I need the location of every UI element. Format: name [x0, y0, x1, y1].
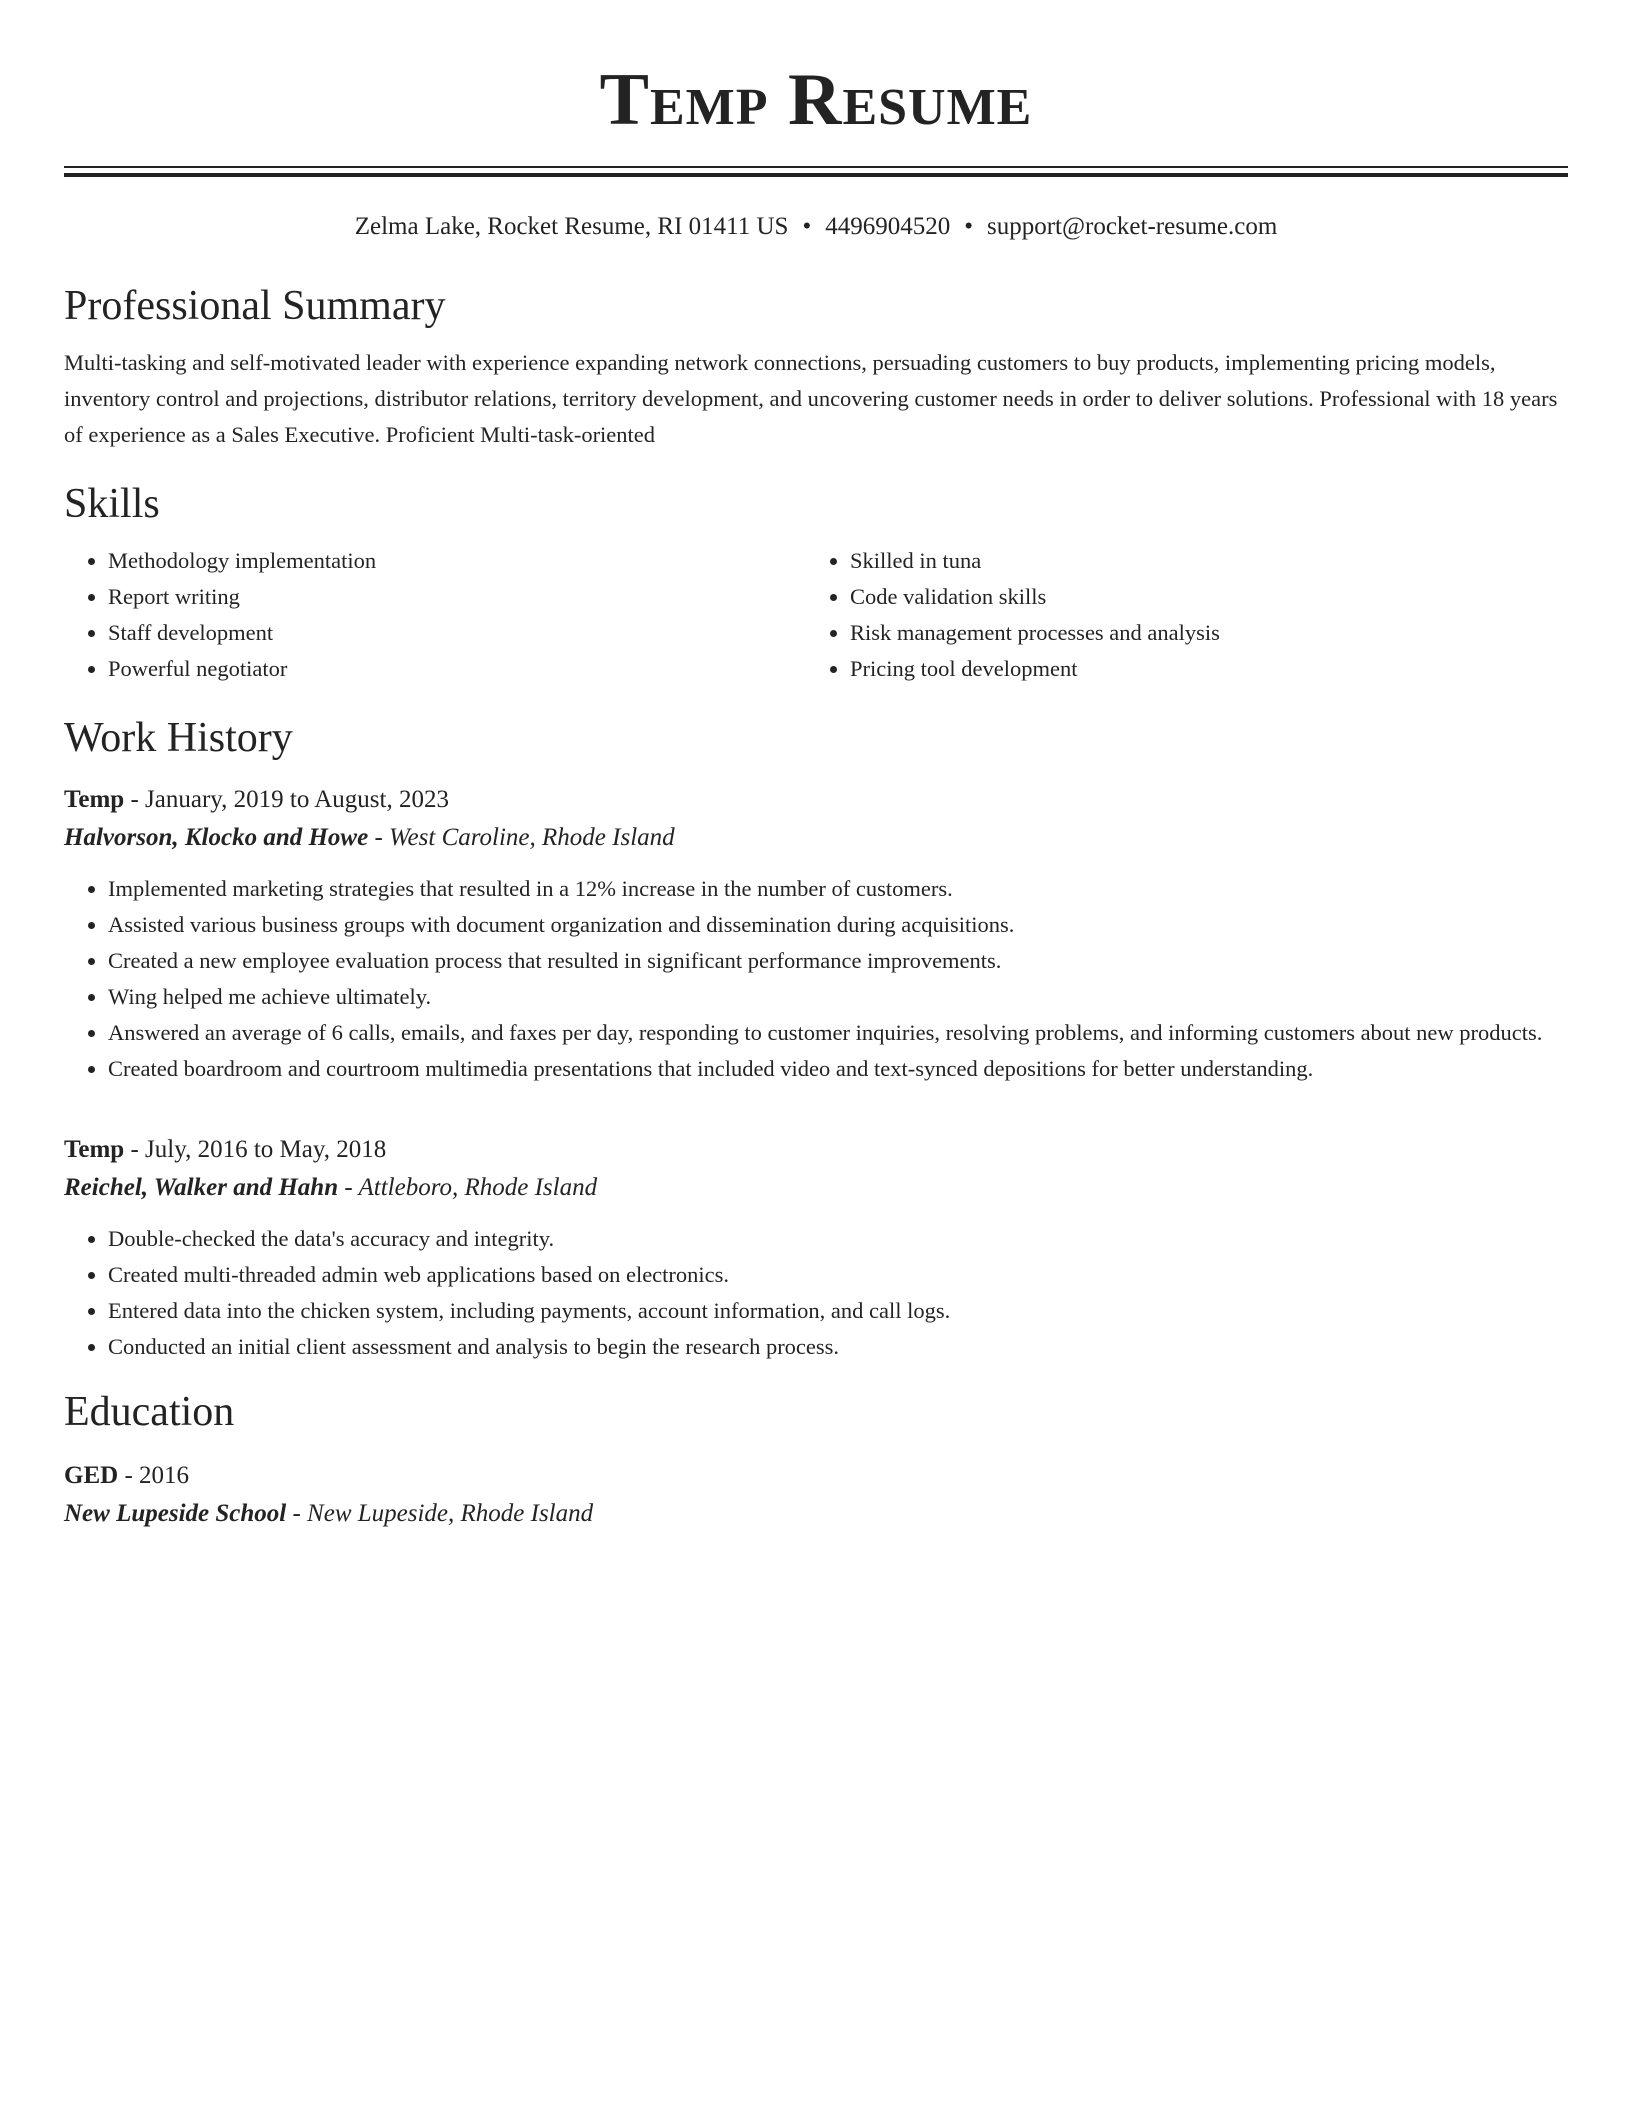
job-bullet: • Created boardroom and courtroom multimedia presentations that included video and text-synced depositions for better understanding.	[108, 1051, 1568, 1087]
skill-item: • Code validation skills	[850, 579, 1548, 615]
degree-name: GED	[64, 1462, 119, 1489]
job-bullet: • Wing helped me achieve ultimately.	[108, 979, 1568, 1015]
job-bullets	[64, 871, 1568, 1087]
summary-heading: Professional Summary	[64, 283, 446, 329]
job-title: Temp	[64, 1136, 125, 1163]
contact-address: Zelma Lake, Rocket Resume, RI 01411 US	[354, 213, 789, 240]
resume-title: Temp Resume	[599, 59, 1033, 141]
job-title-line	[64, 1133, 1568, 1167]
skill-item: • Staff development	[108, 615, 806, 651]
job-title-line	[64, 783, 1568, 817]
employer-line	[64, 821, 1568, 855]
degree-year: - 2016	[118, 1462, 190, 1489]
work-history-heading: Work History	[64, 715, 293, 761]
job-bullet: • Answered an average of 6 calls, emails, and faxes per day, responding to customer inquiries, resolving problems, and informing customers about new products.	[108, 1015, 1568, 1051]
skill-item: • Methodology implementation	[108, 543, 806, 579]
employer-location: - West Caroline, Rhode Island	[368, 824, 675, 851]
job-bullet: • Double-checked the data's accuracy and integrity.	[108, 1221, 1568, 1257]
education-heading: Education	[64, 1389, 235, 1435]
job-dates: - January, 2019 to August, 2023	[124, 786, 449, 813]
employer-location: - Attleboro, Rhode Island	[338, 1174, 598, 1201]
job-entry	[64, 1133, 1568, 1365]
degree-line	[64, 1459, 1568, 1493]
contact-separator: •	[802, 213, 812, 240]
skill-item: • Powerful negotiator	[108, 651, 806, 687]
school-name: New Lupeside School	[64, 1500, 287, 1527]
job-dates: - July, 2016 to May, 2018	[124, 1136, 387, 1163]
skill-item: • Skilled in tuna	[850, 543, 1548, 579]
skills-columns	[64, 543, 1568, 687]
job-bullet: • Implemented marketing strategies that resulted in a 12% increase in the number of customers.	[108, 871, 1568, 907]
job-bullet: • Assisted various business groups with document organization and dissemination during acquisitions.	[108, 907, 1568, 943]
job-bullet: • Entered data into the chicken system, including payments, account information, and call logs.	[108, 1293, 1568, 1329]
skill-item: • Risk management processes and analysis	[850, 615, 1548, 651]
job-bullet: • Created a new employee evaluation process that resulted in significant performance improvements.	[108, 943, 1568, 979]
employer-line	[64, 1171, 1568, 1205]
summary-text: Multi-tasking and self-motivated leader with experience expanding network connections, persuading customers to buy products, implementing pricing models, inventory control and projections, distributor relations, territory development, and uncovering customer needs in order to deliver solutions. Professional with 18 years of experience as a Sales Executive. Proficient Multi-task-oriented	[64, 350, 1558, 447]
resume-page	[64, 0, 1568, 1531]
job-bullet: • Conducted an initial client assessment and analysis to begin the research process.	[108, 1329, 1568, 1365]
title-divider-thin	[64, 166, 1568, 168]
skill-item: • Pricing tool development	[850, 651, 1548, 687]
school-location: - New Lupeside, Rhode Island	[286, 1500, 594, 1527]
job-bullet: • Created multi-threaded admin web applications based on electronics.	[108, 1257, 1568, 1293]
contact-phone: 4496904520	[825, 213, 951, 240]
job-bullets	[64, 1221, 1568, 1365]
school-line	[64, 1497, 1568, 1531]
contact-separator: •	[964, 213, 973, 240]
contact-email: support@rocket-resume.com	[986, 213, 1278, 240]
job-entry	[64, 783, 1568, 1087]
job-title: Temp	[64, 786, 125, 813]
contact-line	[64, 211, 1568, 243]
title-divider-thick	[64, 173, 1568, 177]
skills-list-right	[806, 543, 1548, 687]
skill-item: • Report writing	[108, 579, 806, 615]
employer-name: Reichel, Walker and Hahn	[64, 1174, 339, 1201]
employer-name: Halvorson, Klocko and Howe	[64, 824, 369, 851]
skills-list-left	[64, 543, 806, 687]
skills-heading: Skills	[64, 481, 160, 527]
